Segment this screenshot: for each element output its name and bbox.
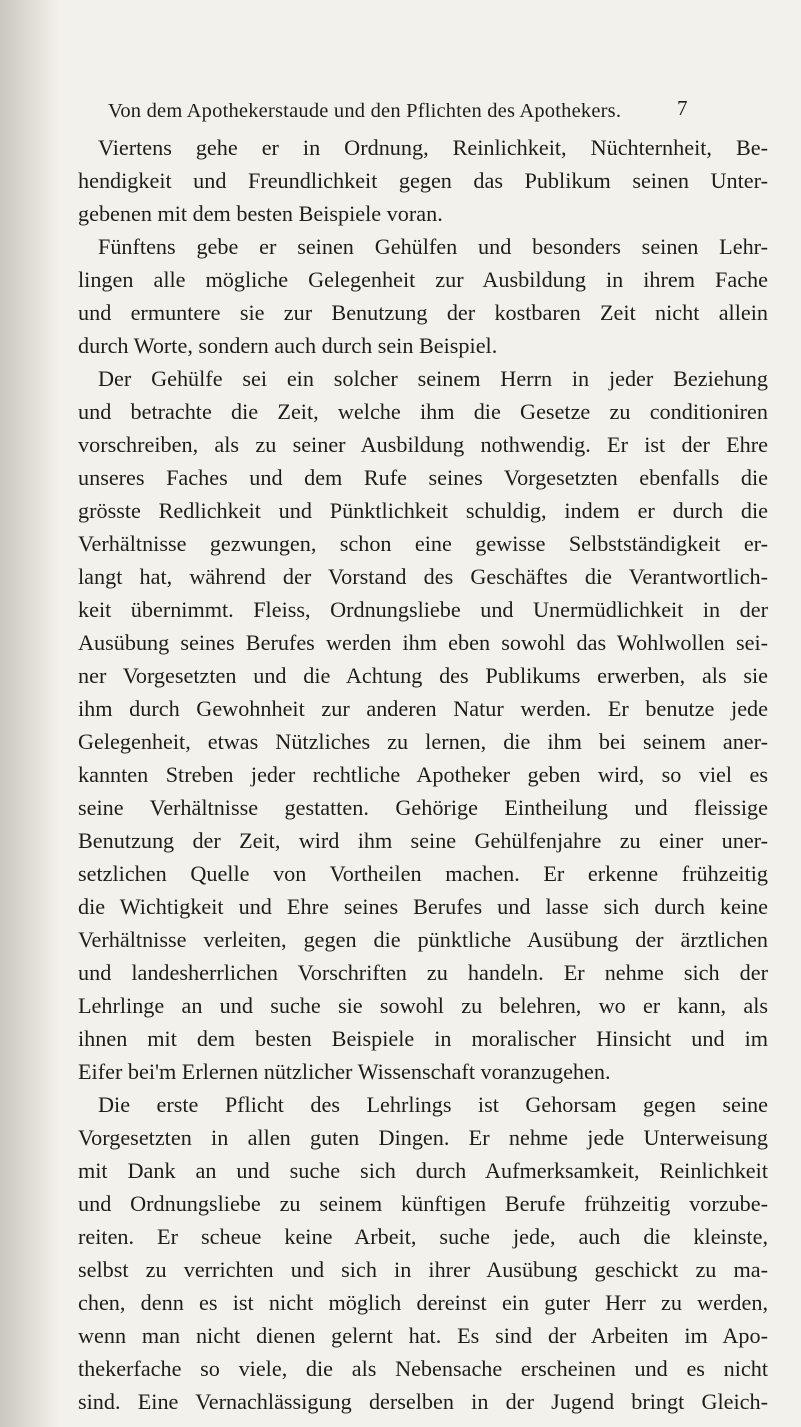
text-line: Verhältnisse gezwungen, schon eine gewisse Selbstständigkeit er- — [78, 531, 768, 556]
text-line: kannten Streben jeder rechtliche Apotheker geben wird, so viel es — [78, 762, 768, 787]
text-line: Viertens gehe er in Ordnung, Reinlichkeit, Nüchternheit, Be- — [98, 135, 768, 160]
text-line: lingen alle mögliche Gelegenheit zur Ausbildung in ihrem Fache — [78, 267, 768, 292]
text-line: Lehrlinge an und suche sie sowohl zu belehren, wo er kann, als — [78, 993, 768, 1018]
page-number: 7 — [677, 96, 688, 120]
text-line: gebenen mit dem besten Beispiele voran. — [78, 201, 443, 226]
text-line: setzlichen Quelle von Vortheilen machen. Er erkenne frühzeitig — [78, 861, 768, 886]
page-edge-shadow — [0, 0, 60, 1427]
text-line: ihm durch Gewohnheit zur anderen Natur werden. Er benutze jede — [78, 696, 768, 721]
text-line: und Ordnungsliebe zu seinem künftigen Berufe frühzeitig vorzube- — [78, 1191, 768, 1216]
text-line: Benutzung der Zeit, wird ihm seine Gehülfenjahre zu einer uner- — [78, 828, 768, 853]
text-line: Vorgesetzten in allen guten Dingen. Er nehme jede Unterweisung — [78, 1125, 768, 1150]
body-text — [78, 131, 768, 1418]
text-line: hendigkeit und Freundlichkeit gegen das Publikum seinen Unter- — [78, 168, 768, 193]
text-line: durch Worte, sondern auch durch sein Beispiel. — [78, 333, 498, 358]
text-line: selbst zu verrichten und sich in ihrer Ausübung geschickt zu ma- — [78, 1257, 768, 1282]
text-line: Die erste Pflicht des Lehrlings ist Gehorsam gegen seine — [98, 1092, 768, 1117]
text-line: grösste Redlichkeit und Pünktlichkeit schuldig, indem er durch die — [78, 498, 768, 523]
text-line: wenn man nicht dienen gelernt hat. Es sind der Arbeiten im Apo- — [78, 1323, 768, 1348]
text-line: keit übernimmt. Fleiss, Ordnungsliebe und Unermüdlichkeit in der — [78, 597, 768, 622]
text-line: Fünftens gebe er seinen Gehülfen und besonders seinen Lehr- — [98, 234, 768, 259]
text-line: und ermuntere sie zur Benutzung der kostbaren Zeit nicht allein — [78, 300, 768, 325]
text-line: und betrachte die Zeit, welche ihm die Gesetze zu conditioniren — [78, 399, 768, 424]
text-line: Der Gehülfe sei ein solcher seinem Herrn in jeder Beziehung — [98, 366, 768, 391]
text-line: die Wichtigkeit und Ehre seines Berufes und lasse sich durch keine — [78, 894, 768, 919]
text-line: reiten. Er scheue keine Arbeit, suche jede, auch die kleinste, — [78, 1224, 768, 1249]
text-line: Gelegenheit, etwas Nützliches zu lernen, die ihm bei seinem aner- — [78, 729, 768, 754]
text-line: mit Dank an und suche sich durch Aufmerksamkeit, Reinlichkeit — [78, 1158, 768, 1183]
text-line: Verhältnisse verleiten, gegen die pünktliche Ausübung der ärztlichen — [78, 927, 768, 952]
text-line: vorschreiben, als zu seiner Ausbildung nothwendig. Er ist der Ehre — [78, 432, 768, 457]
text-line: und landesherrlichen Vorschriften zu handeln. Er nehme sich der — [78, 960, 768, 985]
text-line: thekerfache so viele, die als Nebensache erscheinen und es nicht — [78, 1356, 768, 1381]
text-line: Eifer bei'm Erlernen nützlicher Wissenschaft voranzugehen. — [78, 1059, 611, 1084]
text-line: Ausübung seines Berufes werden ihm eben sowohl das Wohlwollen sei- — [78, 630, 768, 655]
running-head: Von dem Apothekerstaude und den Pflichten des Apothekers. — [108, 100, 622, 122]
text-line: langt hat, während der Vorstand des Geschäftes die Verantwortlich- — [78, 564, 768, 589]
text-line: chen, denn es ist nicht möglich dereinst ein guter Herr zu werden, — [78, 1290, 768, 1315]
text-line: ihnen mit dem besten Beispiele in moralischer Hinsicht und im — [78, 1026, 768, 1051]
text-line: sind. Eine Vernachlässigung derselben in der Jugend bringt Gleich- — [78, 1389, 768, 1414]
text-line: seine Verhältnisse gestatten. Gehörige Eintheilung und fleissige — [78, 795, 768, 820]
text-line: ner Vorgesetzten und die Achtung des Publikums erwerben, als sie — [78, 663, 768, 688]
text-line: unseres Faches und dem Rufe seines Vorgesetzten ebenfalls die — [78, 465, 768, 490]
